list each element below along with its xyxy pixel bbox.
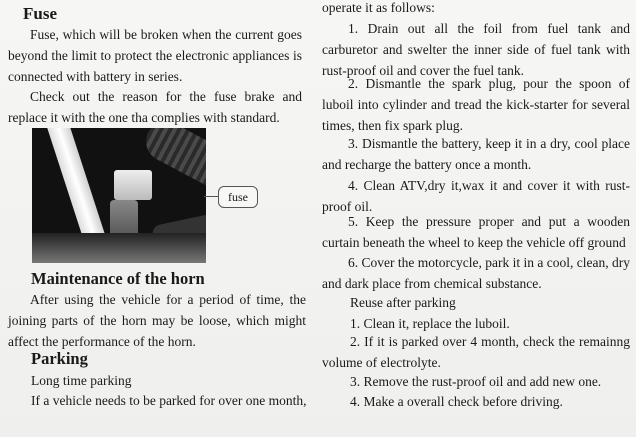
fuse-heading: Fuse	[23, 4, 57, 23]
fuse-photo	[32, 128, 206, 263]
photo-frame	[32, 233, 206, 263]
fuse-paragraph-1: Fuse, which will be broken when the current goes beyond the limit to protect the electronic appliances is connected with battery in series.	[8, 27, 302, 84]
reuse-step-1: 1. Clean it, replace the luboil.	[350, 316, 510, 331]
fuse-callout-label: fuse	[218, 186, 258, 208]
parking-step-3: 3. Dismantle the battery, keep it in a dry, cool place and recharge the battery once a month.	[322, 136, 630, 172]
parking-heading: Parking	[31, 349, 88, 368]
parking-step-4: 4. Clean ATV,dry it,wax it and cover it with rust-proof oil.	[322, 178, 630, 214]
parking-step-5: 5. Keep the pressure proper and put a wooden curtain beneath the wheel to keep the vehicle off ground	[322, 214, 630, 250]
photo-fuse-holder	[114, 170, 152, 200]
fuse-paragraph-2: Check out the reason for the fuse brake and replace it with the one tha complies with standard.	[8, 89, 302, 125]
parking-step-6: 6. Cover the motorcycle, park it in a cool, clean, dry and dark place from chemical substance.	[322, 255, 630, 291]
reuse-step-3: 3. Remove the rust-proof oil and add new one.	[350, 374, 602, 389]
reuse-step-2: 2. If it is parked over 4 month, check the remainng volume of electrolyte.	[322, 334, 630, 370]
parking-intro: operate it as follows:	[322, 0, 435, 15]
parking-paragraph: If a vehicle needs to be parked for over one month,	[31, 393, 307, 408]
reuse-step-4: 4. Make a overall check before driving.	[350, 394, 563, 409]
parking-subheading: Long time parking	[31, 373, 132, 388]
horn-paragraph: After using the vehicle for a period of time, the joining parts of the horn may be loose, which might affect the performance of the horn.	[8, 292, 306, 349]
parking-step-1: 1. Drain out all the foil from fuel tank and carburetor and swelter the inner side of fuel tank with rust-proof oil and cover the fuel tank.	[322, 21, 630, 78]
fuse-callout-leader	[204, 196, 218, 197]
reuse-heading: Reuse after parking	[350, 295, 456, 310]
horn-heading: Maintenance of the horn	[31, 269, 205, 288]
parking-step-2: 2. Dismantle the spark plug, pour the spoon of luboil into cylinder and tread the kick-starter for several times, then fix spark plug.	[322, 76, 630, 133]
